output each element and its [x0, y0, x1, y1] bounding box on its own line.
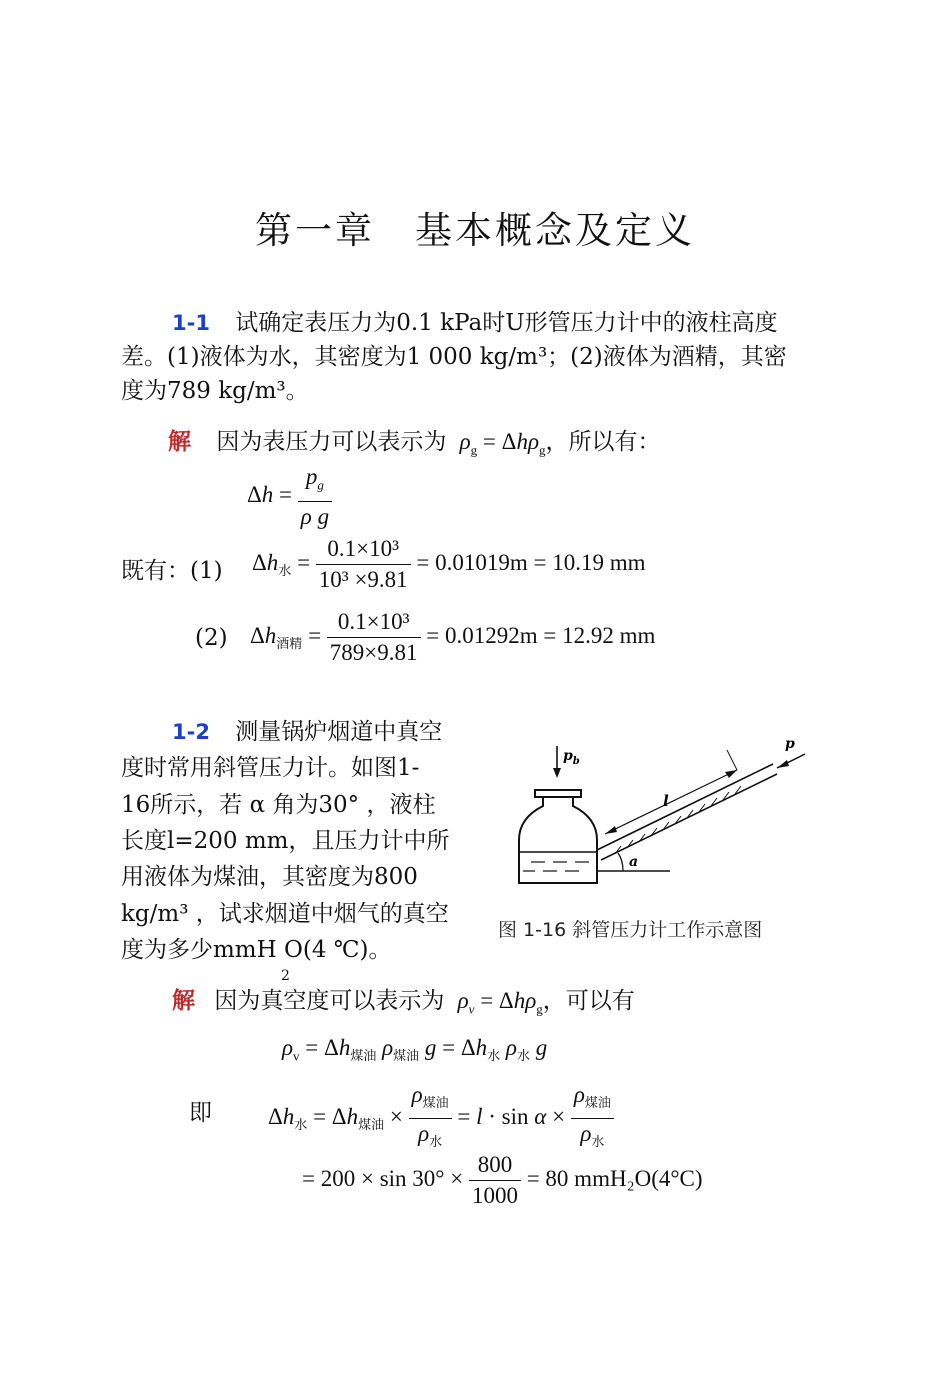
- vacuum-formula: $\rho_v = \Delta h\rho_g$: [457, 988, 543, 1017]
- solution-2-intro-text: 因为真空度可以表示为: [214, 988, 445, 1014]
- label-a: a: [629, 854, 639, 870]
- reservoir: [519, 796, 597, 883]
- solution-2-intro: [172, 984, 635, 1027]
- eq1-numerator: 0.1×10³: [316, 534, 411, 565]
- solution-1-intro-tail: ，所以有：: [545, 429, 661, 455]
- subscript-2: 2: [281, 968, 290, 984]
- problem-1-1-text: 试确定表压力为0.1 kPa时U形管压力计中的液柱高度: [235, 310, 778, 336]
- water-subscript: 水: [278, 562, 292, 578]
- problem-1-2-line4: 长度l=200 mm，且压力计中所: [121, 828, 450, 854]
- kerosene-sub-5: 煤油: [584, 1095, 611, 1110]
- inclined-tube: [597, 764, 773, 850]
- alcohol-subscript: 酒精: [276, 635, 303, 651]
- ratio-equation: $\Delta h_水 = \Delta h_{煤油}$ × $\frac{\rho_{煤油}}{\rho_水}$ = l · sin α × $\frac{\rho_{煤油}}{\rho_水}$: [268, 1080, 614, 1157]
- eq2-result: = 0.01292m = 12.92 mm: [426, 622, 656, 648]
- length-dimension: [605, 770, 737, 834]
- problem-1-2-line3: 16所示，若 α 角为30° ，液柱: [121, 792, 436, 818]
- kerosene-sub-4: 煤油: [422, 1095, 449, 1110]
- problem-1-2-line1: [172, 715, 442, 749]
- label-pb: $p_b$: [563, 748, 580, 767]
- delta-h-formula: Δh = $\frac{p_g}{\text{ρ g}}$: [247, 462, 332, 532]
- problem-1-2-line2: 度时常用斜管压力计。如图1-: [121, 755, 420, 781]
- inclined-manometer-figure: [505, 728, 815, 898]
- problem-1-1-number: 1-1: [172, 311, 210, 335]
- final-right: = 80 mmH₂O(4°C): [526, 1165, 703, 1191]
- solution-2-intro-tail: ，可以有: [542, 988, 635, 1014]
- solution-1-intro: [168, 425, 660, 468]
- kerosene-sub-1: 煤油: [350, 1048, 377, 1063]
- problem-1-2-text: 测量锅炉烟道中真空: [235, 719, 443, 745]
- equation-water: $\Delta h_水$ = $\frac{\text{0.1×10³}}{\text{10³ ×9.81}}$ = 0.01019m = 10.19 mm: [252, 534, 646, 595]
- equation-alcohol: $\Delta h_{酒精}$ = $\frac{\text{0.1×10³}}{789\times 9.81}$ = 0.01292m = 12.92 mm: [250, 607, 655, 668]
- problem-1-2-line5: 用液体为煤油，其密度为800: [121, 864, 418, 890]
- problem-1-2-line7: 度为多少mmH O(4 ℃)。: [121, 937, 392, 963]
- problem-1-1-line1: [172, 306, 778, 340]
- water-sub-5: 水: [591, 1134, 605, 1149]
- eq1-result: = 0.01019m = 10.19 mm: [416, 549, 646, 575]
- water-sub-1: 水: [487, 1048, 501, 1063]
- final-equation: [302, 1150, 703, 1211]
- chapter-title: 第一章 基本概念及定义: [255, 209, 695, 252]
- problem-1-1-line3: 度为789 kg/m³。: [121, 378, 309, 404]
- water-sub-2: 水: [516, 1048, 530, 1063]
- water-sub-4: 水: [429, 1134, 443, 1149]
- problem-1-2-line6: kg/m³ ，试求烟道中烟气的真空: [121, 901, 449, 927]
- eq2-numerator: 0.1×10³: [327, 607, 421, 638]
- eq2-denominator: 789×9.81: [329, 640, 418, 665]
- solution-2-label: 解: [172, 987, 195, 1014]
- figure-caption: 图 1-16 斜管压力计工作示意图: [498, 919, 763, 941]
- eq1-denominator: 10³ ×9.81: [318, 567, 408, 592]
- solution-1-intro-text: 因为表压力可以表示为: [216, 429, 447, 455]
- kerosene-sub-2: 煤油: [393, 1048, 420, 1063]
- final-left: = 200 × sin 30° ×: [302, 1165, 464, 1191]
- gauge-pressure-formula: $\rho_g = \Delta h\rho_g$: [459, 429, 546, 458]
- final-denominator: 1000: [471, 1183, 518, 1208]
- given-label: 既有：(1): [121, 558, 223, 584]
- label-l: l: [663, 792, 669, 810]
- ji-label: 即: [189, 1100, 212, 1126]
- problem-1-1-line2: 差。(1)液体为水，其密度为1 000 kg/m³；(2)液体为酒精，其密: [121, 344, 787, 370]
- problem-1-2-number: 1-2: [172, 720, 210, 744]
- case-2-label: (2): [195, 625, 228, 651]
- water-sub-3: 水: [294, 1116, 308, 1132]
- vacuum-equation: $\rho_v = \Delta h_{煤油}$ $\rho_{煤油}$ $g = \Delta h_水$ $\rho_水$ g: [282, 1035, 548, 1064]
- kerosene-sub-3: 煤油: [358, 1116, 385, 1132]
- label-p: p: [785, 736, 795, 752]
- solution-label: 解: [168, 428, 191, 455]
- final-numerator: 800: [469, 1150, 521, 1181]
